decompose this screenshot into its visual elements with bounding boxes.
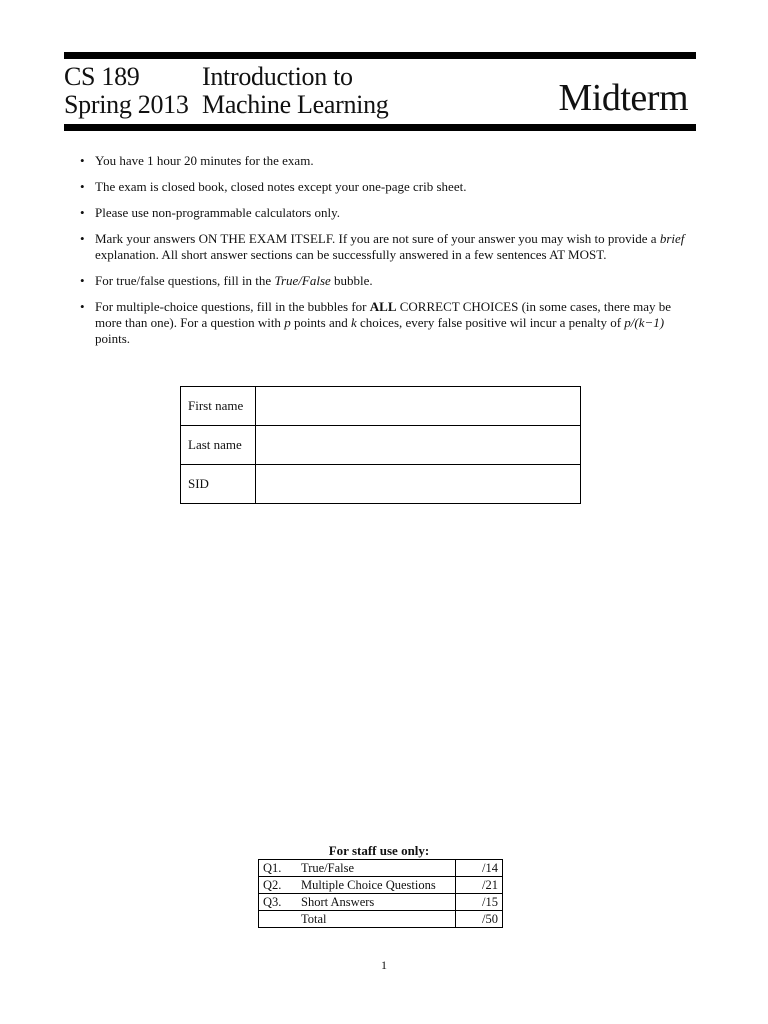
bullet-icon: •: [80, 153, 85, 168]
table-row: [259, 911, 503, 928]
course-info: [64, 64, 189, 120]
last-name-label: Last name: [181, 426, 256, 465]
bullet-icon: •: [80, 205, 85, 220]
total-label: Total: [297, 911, 456, 928]
sid-field[interactable]: [256, 465, 581, 504]
question-name: Short Answers: [297, 894, 456, 911]
table-row: [259, 894, 503, 911]
last-name-field[interactable]: [256, 426, 581, 465]
question-points: /14: [456, 860, 503, 877]
instruction-item: • For true/false questions, fill in the True/False bubble.: [80, 273, 373, 288]
table-row: [259, 860, 503, 877]
table-row: [181, 426, 581, 465]
question-number: [259, 911, 298, 928]
question-number: Q2.: [259, 877, 298, 894]
bullet-icon: •: [80, 231, 85, 246]
instruction-item: • You have 1 hour 20 minutes for the exam.: [80, 153, 314, 168]
question-points: /15: [456, 894, 503, 911]
question-name: Multiple Choice Questions: [297, 877, 456, 894]
instruction-item: • For multiple-choice questions, fill in the bubbles for ALL CORRECT CHOICES (in some cases, there may be more than one). For a question with p points and k choices, every false positive wil incur a penalty of p/(k−1) points.: [80, 299, 672, 346]
instructions-list: [80, 153, 698, 357]
bullet-icon: •: [80, 273, 85, 288]
bullet-icon: •: [80, 299, 85, 314]
header-bottom-rule: [64, 124, 696, 131]
question-number: Q1.: [259, 860, 298, 877]
course-code: CS 189: [64, 62, 140, 91]
course-title-line2: Machine Learning: [202, 90, 389, 119]
page-number: 1: [381, 958, 387, 972]
question-name: True/False: [297, 860, 456, 877]
student-info-table: [180, 386, 581, 504]
first-name-field[interactable]: [256, 387, 581, 426]
header-top-rule: [64, 52, 696, 59]
table-row: [181, 387, 581, 426]
instruction-item: • The exam is closed book, closed notes except your one-page crib sheet.: [80, 179, 467, 194]
total-points: /50: [456, 911, 503, 928]
table-row: [259, 877, 503, 894]
bullet-icon: •: [80, 179, 85, 194]
sid-label: SID: [181, 465, 256, 504]
first-name-label: First name: [181, 387, 256, 426]
exam-kind: Midterm: [558, 77, 688, 119]
instruction-item: • Mark your answers ON THE EXAM ITSELF. If you are not sure of your answer you may wish to provide a brief explanation. All short answer sections can be successfully answered in a few sentences AT MOST.: [80, 231, 685, 262]
staff-caption: For staff use only:: [328, 843, 430, 858]
instruction-item: • Please use non-programmable calculators only.: [80, 205, 340, 220]
table-row: [181, 465, 581, 504]
staff-score-table: [258, 859, 503, 928]
penalty-formula: p/(k−1): [624, 315, 665, 330]
course-title-line1: Introduction to: [202, 62, 353, 91]
course-title: [202, 64, 389, 120]
course-term: Spring 2013: [64, 90, 189, 119]
question-points: /21: [456, 877, 503, 894]
question-number: Q3.: [259, 894, 298, 911]
